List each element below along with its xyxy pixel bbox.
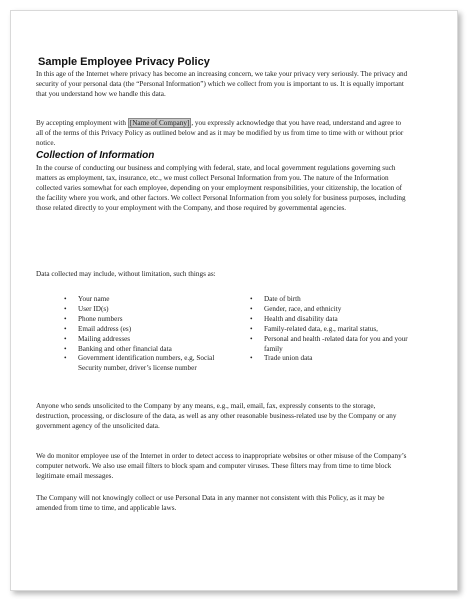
list-item: • Date of birth <box>250 295 301 303</box>
company-name-placeholder[interactable]: [Name of Company] <box>129 119 190 127</box>
bullet-icon: • <box>64 324 67 333</box>
list-item: • Gender, race, and ethnicity <box>250 304 342 313</box>
collection-paragraph: In the course of conducting our business and complying with federal, state, and local government regulations governing such matters as employment, tax, insurance, etc., we must collect Personal Information from you. The nature of the Information collected varies somewhat for each employee, depending on your employment responsibilities, your citizenship, the location of the facility where you work, and other factors. We collect Personal Information from you solely for business purposes, including those related directly to your employment with the Company, and those required by governmental agencies. <box>36 164 406 212</box>
list-item: • Your name <box>64 295 110 303</box>
list-item: • Email address (es) <box>64 324 132 333</box>
list-item: • Family-related data, e.g., marital status, <box>250 324 378 333</box>
list-item: • Trade union data <box>250 354 313 363</box>
bullet-icon: • <box>64 344 67 353</box>
closing-paragraph: The Company will not knowingly collect or use Personal Data in any manner not consistent with this Policy, as it may be amended from time to time, and applicable laws. <box>36 494 385 512</box>
collection-heading: Collection of Information <box>36 150 155 161</box>
bullet-icon: • <box>64 295 67 303</box>
bullet-icon: • <box>250 295 253 303</box>
bullet-icon: • <box>64 354 67 363</box>
bullet-icon: • <box>250 334 253 343</box>
list-item: • User ID(s) <box>64 304 109 313</box>
bullet-icon: • <box>250 354 253 363</box>
list-item: • Government identification numbers, e.g, Social Security number, driver’s license number <box>64 354 215 373</box>
bullet-icon: • <box>250 314 253 323</box>
acceptance-suffix: , you expressly acknowledge that you have read, understand and agree to all of the terms of this Privacy Policy as outlined below and as it may be modified by us from time to time with or without prior notice. <box>36 119 404 147</box>
list-item: • Mailing addresses <box>64 334 131 343</box>
list-item: • Phone numbers <box>64 314 123 323</box>
bullet-icon: • <box>250 304 253 313</box>
bullet-icon: • <box>64 334 67 343</box>
unsolicited-paragraph: Anyone who sends unsolicited to the Company by any means, e.g., mail, email, fax, expressly consents to the storage, destruction, processing, or disclosure of the data, as well as any other reasonable business-related use by the Company or any government agency of the unsolicited data. <box>36 402 397 430</box>
monitoring-paragraph: We do monitor employee use of the Internet in order to detect access to inappropriate websites or other misuse of the Company’s computer network. We also use email filters to block spam and computer viruses. These filters may from time to time block legitimate email messages. <box>36 452 407 480</box>
intro-paragraph: In this age of the Internet where privacy has become an increasing concern, we take your privacy very seriously. The privacy and security of your personal data (the “Personal Information”) which we collect from you is important to us. It is equally important that you understand how we handle this data. <box>36 70 408 98</box>
acceptance-prefix: By accepting employment with <box>36 119 128 127</box>
list-item: • Health and disability data <box>250 314 338 323</box>
data-list-left <box>64 295 234 374</box>
bullet-icon: • <box>64 314 67 323</box>
list-intro: Data collected may include, without limitation, such things as: <box>36 270 216 278</box>
document-title: Sample Employee Privacy Policy <box>38 56 210 68</box>
list-item: • Personal and health -related data for you and your family <box>250 334 408 353</box>
bullet-icon: • <box>250 324 253 333</box>
bullet-icon: • <box>64 304 67 313</box>
data-list-right <box>250 295 415 364</box>
acceptance-paragraph <box>36 119 408 149</box>
list-item: • Banking and other financial data <box>64 344 172 353</box>
